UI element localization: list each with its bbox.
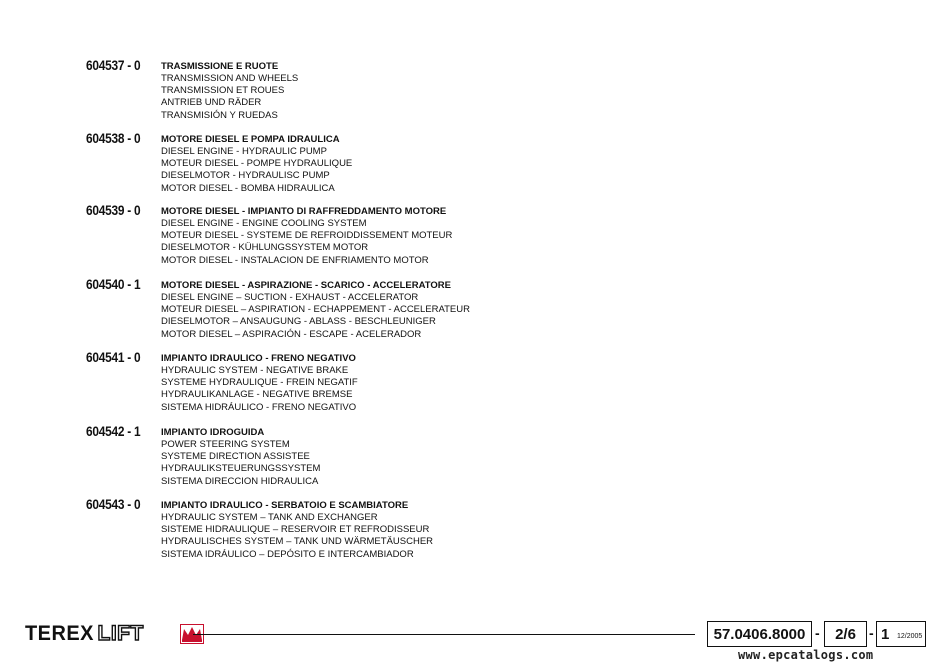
section-title-fr: SISTEME HIDRAULIQUE – RESERVOIR ET REFRODISSEUR [161,524,430,536]
section-title-en: HYDRAULIC SYSTEM – TANK AND EXCHANGER [161,512,378,523]
section-title-fr: MOTEUR DIESEL – ASPIRATION - ECHAPPEMENT - ACCELERATEUR [161,304,470,316]
section-title-es: MOTOR DIESEL - BOMBA HIDRAULICA [161,182,335,194]
watermark: www.epcatalogs.com [738,648,874,662]
section-code: 604538 - 0 [86,130,141,146]
section-title-it: MOTORE DIESEL - ASPIRAZIONE - SCARICO - ACCELERATORE [161,280,451,291]
section-title-it: IMPIANTO IDROGUIDA [161,427,265,438]
section-title-de: ANTRIEB UND RÄDER [161,97,262,109]
section-title-de: DIESELMOTOR – ANSAUGUNG - ABLASS - BESCHLEUNIGER [161,316,436,328]
doc-number: 57.0406.8000 [713,625,806,643]
section-title-en: HYDRAULIC SYSTEM - NEGATIVE BRAKE [161,365,349,376]
section-title-fr: SYSTEME HYDRAULIQUE - FREIN NEGATIF [161,377,358,389]
section-title-fr: TRANSMISSION ET ROUES [161,85,285,97]
section-title-de: DIESELMOTOR - HYDRAULISC PUMP [161,170,330,182]
section-title-fr: MOTEUR DIESEL - SYSTEME DE REFROIDDISSEMENT MOTEUR [161,230,453,242]
section-title-fr: SYSTEME DIRECTION ASSISTEE [161,451,310,463]
section-code: 604541 - 0 [86,349,141,365]
section-title-es: SISTEMA DIRECCION HIDRAULICA [161,475,319,487]
section-title-en: POWER STEERING SYSTEM [161,439,290,450]
section-code: 604539 - 0 [86,202,141,218]
section-title-it: TRASMISSIONE E RUOTE [161,61,279,72]
section-title-de: DIESELMOTOR - KÜHLUNGSSYSTEM MOTOR [161,242,369,254]
section-code: 604543 - 0 [86,496,141,512]
section-title-it: IMPIANTO IDRAULICO - FRENO NEGATIVO [161,353,356,364]
section-title-en: DIESEL ENGINE – SUCTION - EXHAUST - ACCELERATOR [161,292,419,303]
section-title-en: DIESEL ENGINE - ENGINE COOLING SYSTEM [161,218,367,229]
logo-lift-text: LIFT [97,622,144,645]
section-title-de: HYDRAULISCHES SYSTEM – TANK UND WÄRMETÄUSCHER [161,536,434,548]
logo-terex-text: TEREX [25,622,94,645]
section-title-de: HYDRAULIKANLAGE - NEGATIVE BREMSE [161,389,353,401]
section-title-it: IMPIANTO IDRAULICO - SERBATOIO E SCAMBIATORE [161,500,409,511]
section-title-en: DIESEL ENGINE - HYDRAULIC PUMP [161,146,327,157]
page-box [824,621,867,647]
section-title-es: MOTOR DIESEL - INSTALACION DE ENFRIAMENTO MOTOR [161,254,429,266]
section-title-it: MOTORE DIESEL - IMPIANTO DI RAFFREDDAMENTO MOTORE [161,206,447,217]
page-number: 2/6 [835,625,856,643]
terex-lift-logo [25,623,144,645]
doc-number-box [707,621,812,647]
section-title-it: MOTORE DIESEL E POMPA IDRAULICA [161,134,340,145]
revision-number: 1 [881,625,890,643]
section-code: 604540 - 1 [86,276,141,292]
section-title-es: MOTOR DIESEL – ASPIRACIÓN - ESCAPE - ACELERADOR [161,328,422,340]
section-title-en: TRANSMISSION AND WHEELS [161,73,299,84]
revision-date: 12/2005 [897,633,923,640]
section-title-es: SISTEMA IDRÁULICO – DEPÓSITO E INTERCAMBIADOR [161,548,414,560]
section-title-es: SISTEMA HIDRÁULICO - FRENO NEGATIVO [161,401,357,413]
separator: - [869,625,874,641]
footer-rule [193,634,695,635]
separator: - [815,625,820,641]
section-title-es: TRANSMISIÓN Y RUEDAS [161,109,278,121]
section-code: 604542 - 1 [86,423,141,439]
section-title-fr: MOTEUR DIESEL - POMPE HYDRAULIQUE [161,158,353,170]
section-code: 604537 - 0 [86,57,141,73]
section-title-de: HYDRAULIKSTEUERUNGSSYSTEM [161,463,321,475]
